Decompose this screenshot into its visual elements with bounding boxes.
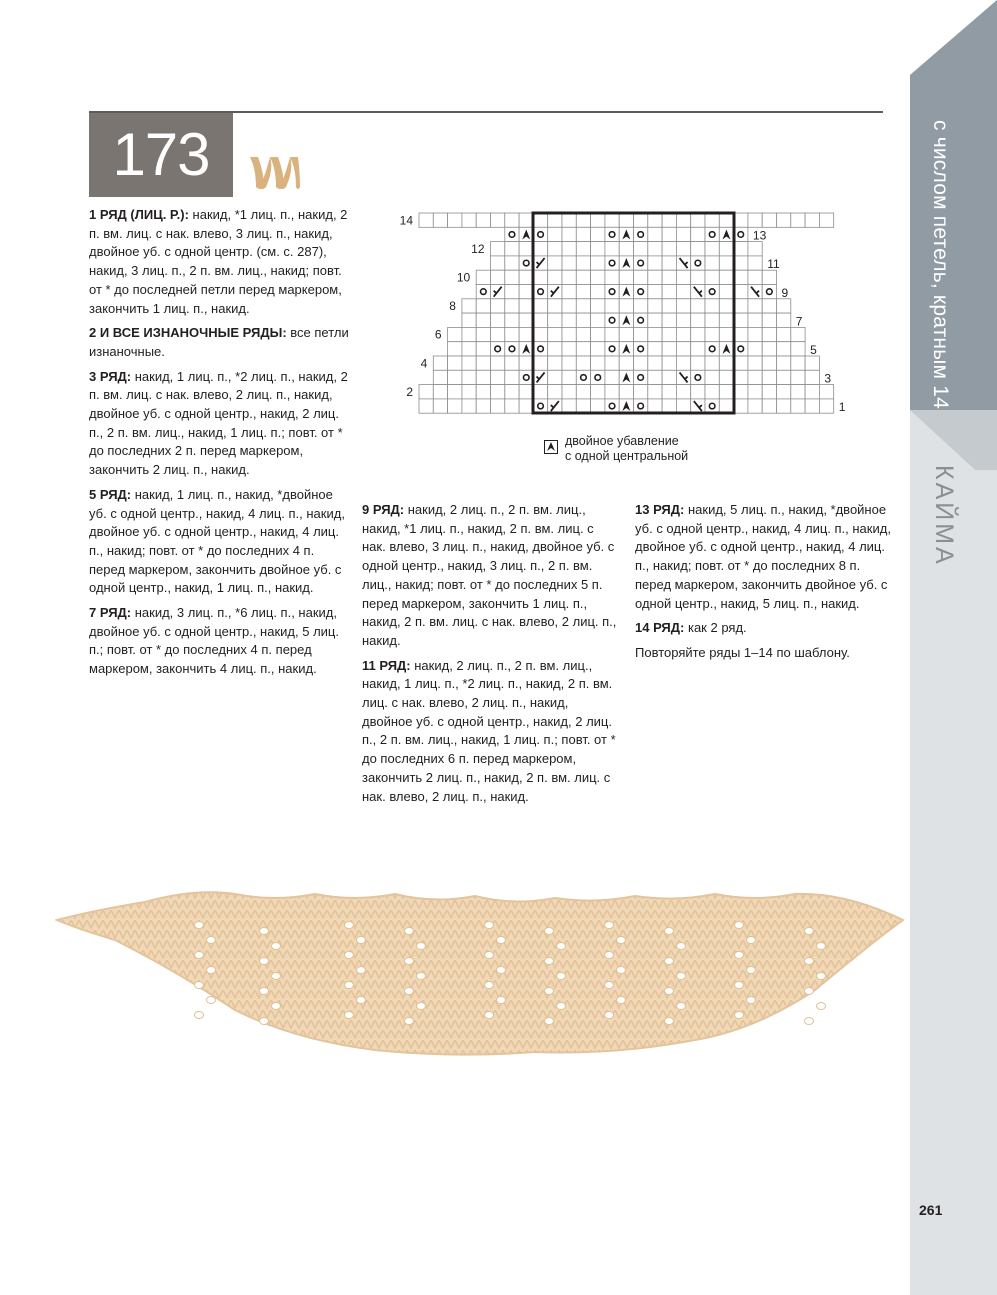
- chart-row-label-left: 12: [471, 241, 485, 256]
- chart-row-label-left: 10: [456, 270, 471, 285]
- chart-row-label-right: 5: [810, 343, 817, 357]
- sidebar-title: с числом петель, кратным 14: [929, 120, 952, 409]
- chart-row-label-right: 1: [838, 400, 846, 415]
- chart-row-label-left: 6: [434, 327, 442, 342]
- instruction-repeat: Повторяйте ряды 1–14 по шаблону.: [635, 644, 850, 660]
- legend-text: [565, 434, 725, 464]
- chart-row-label-left: 14: [399, 213, 413, 228]
- instruction-row-13: 13 РЯД: накид, 5 лиц. п., накид, *двойное уб. с одной центр., накид, 4 лиц. п., накид, двойное уб. с одной центр., накид, 4 лиц. п., накид; повт. от * до последних 8 п. перед маркером, закончить двойное уб. с одной центр., накид, 5 лиц. п., накид.: [635, 502, 891, 611]
- sidebar-section: КАЙМА: [930, 465, 958, 567]
- chart-row-label-right: 9: [781, 285, 789, 300]
- chart-row-label-left: 8: [449, 299, 456, 314]
- chart-row-label-right: 7: [795, 314, 803, 329]
- instruction-row-11: 11 РЯД: накид, 2 лиц. п., 2 п. вм. лиц., накид, 1 лиц. п., *2 лиц. п., накид, 2 п. вм. лиц. с нак. влево, 2 лиц. п., накид, двойное уб. с одной центр., накид, 2 лиц. п., 2 п. вм. лиц., накид, 1 лиц. п.; повт. от * до последних 6 п. перед маркером, закончить 2 лиц. п., накид, 2 п. вм. лиц. с нак. влево, 2 лиц. п., накид.: [362, 657, 616, 804]
- legend-line-2: с одной центральной: [565, 449, 689, 463]
- page-number: 261: [919, 1202, 943, 1218]
- instruction-row-2: 2 И ВСЕ ИЗНАНОЧНЫЕ РЯДЫ: все петли изнаночные.: [89, 325, 349, 359]
- knitted-swatch-photo: [55, 880, 905, 1070]
- instruction-row-9: 9 РЯД: накид, 2 лиц. п., 2 п. вм. лиц., накид, *1 лиц. п., накид, 2 п. вм. лиц. с нак. влево, 3 лиц. п., накид, двойное уб. с одной центр., накид, 3 лиц. п., 2 п. вм. лиц., накид; повт. от * до последних 5 п. перед маркером, закончить 1 лиц. п., накид, 2 п. вм. лиц. с нак. влево, 2 лиц. п., накид.: [362, 502, 617, 648]
- legend-line-1: двойное убавление: [565, 434, 679, 448]
- double-decrease-legend-icon: [544, 440, 558, 454]
- chart-row-label-right: 11: [767, 257, 780, 272]
- instruction-row-14: 14 РЯД: как 2 ряд.: [635, 620, 747, 636]
- instruction-row-1: 1 РЯД (ЛИЦ. Р.): накид, *1 лиц. п., накид, 2 п. вм. лиц. с нак. влево, 3 лиц. п., накид, двойное уб. с одной центр. (см. с. 287), накид, 3 лиц. п., 2 п. вм. лиц., накид; повт. от * до последней петли перед маркером, закончить 1 лиц. п., накид.: [89, 207, 348, 316]
- chart-row-label-right: 13: [752, 228, 767, 243]
- knitting-chart: [385, 200, 865, 420]
- instruction-row-5: 5 РЯД: накид, 1 лиц. п., накид, *двойное уб. с одной центр., накид, 4 лиц. п., накид, двойное уб. с одной центр., накид, 4 лиц. п., накид; повт. от * до последних 4 п. перед маркером, закончить двойное уб. с одной центр., накид, 1 лиц. п., накид.: [89, 486, 345, 596]
- instruction-row-3: 3 РЯД: накид, 1 лиц. п., *2 лиц. п., накид, 2 п. вм. лиц. с нак. влево, 2 лиц. п., накид, двойное уб. с одной центр., накид, 2 лиц. п., 2 п. вм. лиц., накид, 1 лиц. п.; повт. от * до последних 2 п. перед маркером, закончить 2 лиц. п., накид.: [89, 368, 348, 478]
- instructions-column-1: [89, 206, 351, 685]
- pattern-number: 173: [89, 113, 233, 197]
- instruction-row-7: 7 РЯД: накид, 3 лиц. п., *6 лиц. п., накид, двойное уб. с одной центр., накид, 5 лиц. п.; повт. от * до последних 4 п. перед маркером, закончить 4 лиц. п., накид.: [89, 605, 339, 677]
- difficulty-stitch-icon: [248, 153, 300, 193]
- chart-row-label-left: 2: [406, 384, 413, 399]
- chart-row-label-left: 4: [420, 356, 428, 371]
- chart-row-label-right: 3: [824, 371, 832, 386]
- instructions-column-2: [362, 501, 617, 812]
- instructions-column-3: [635, 501, 895, 669]
